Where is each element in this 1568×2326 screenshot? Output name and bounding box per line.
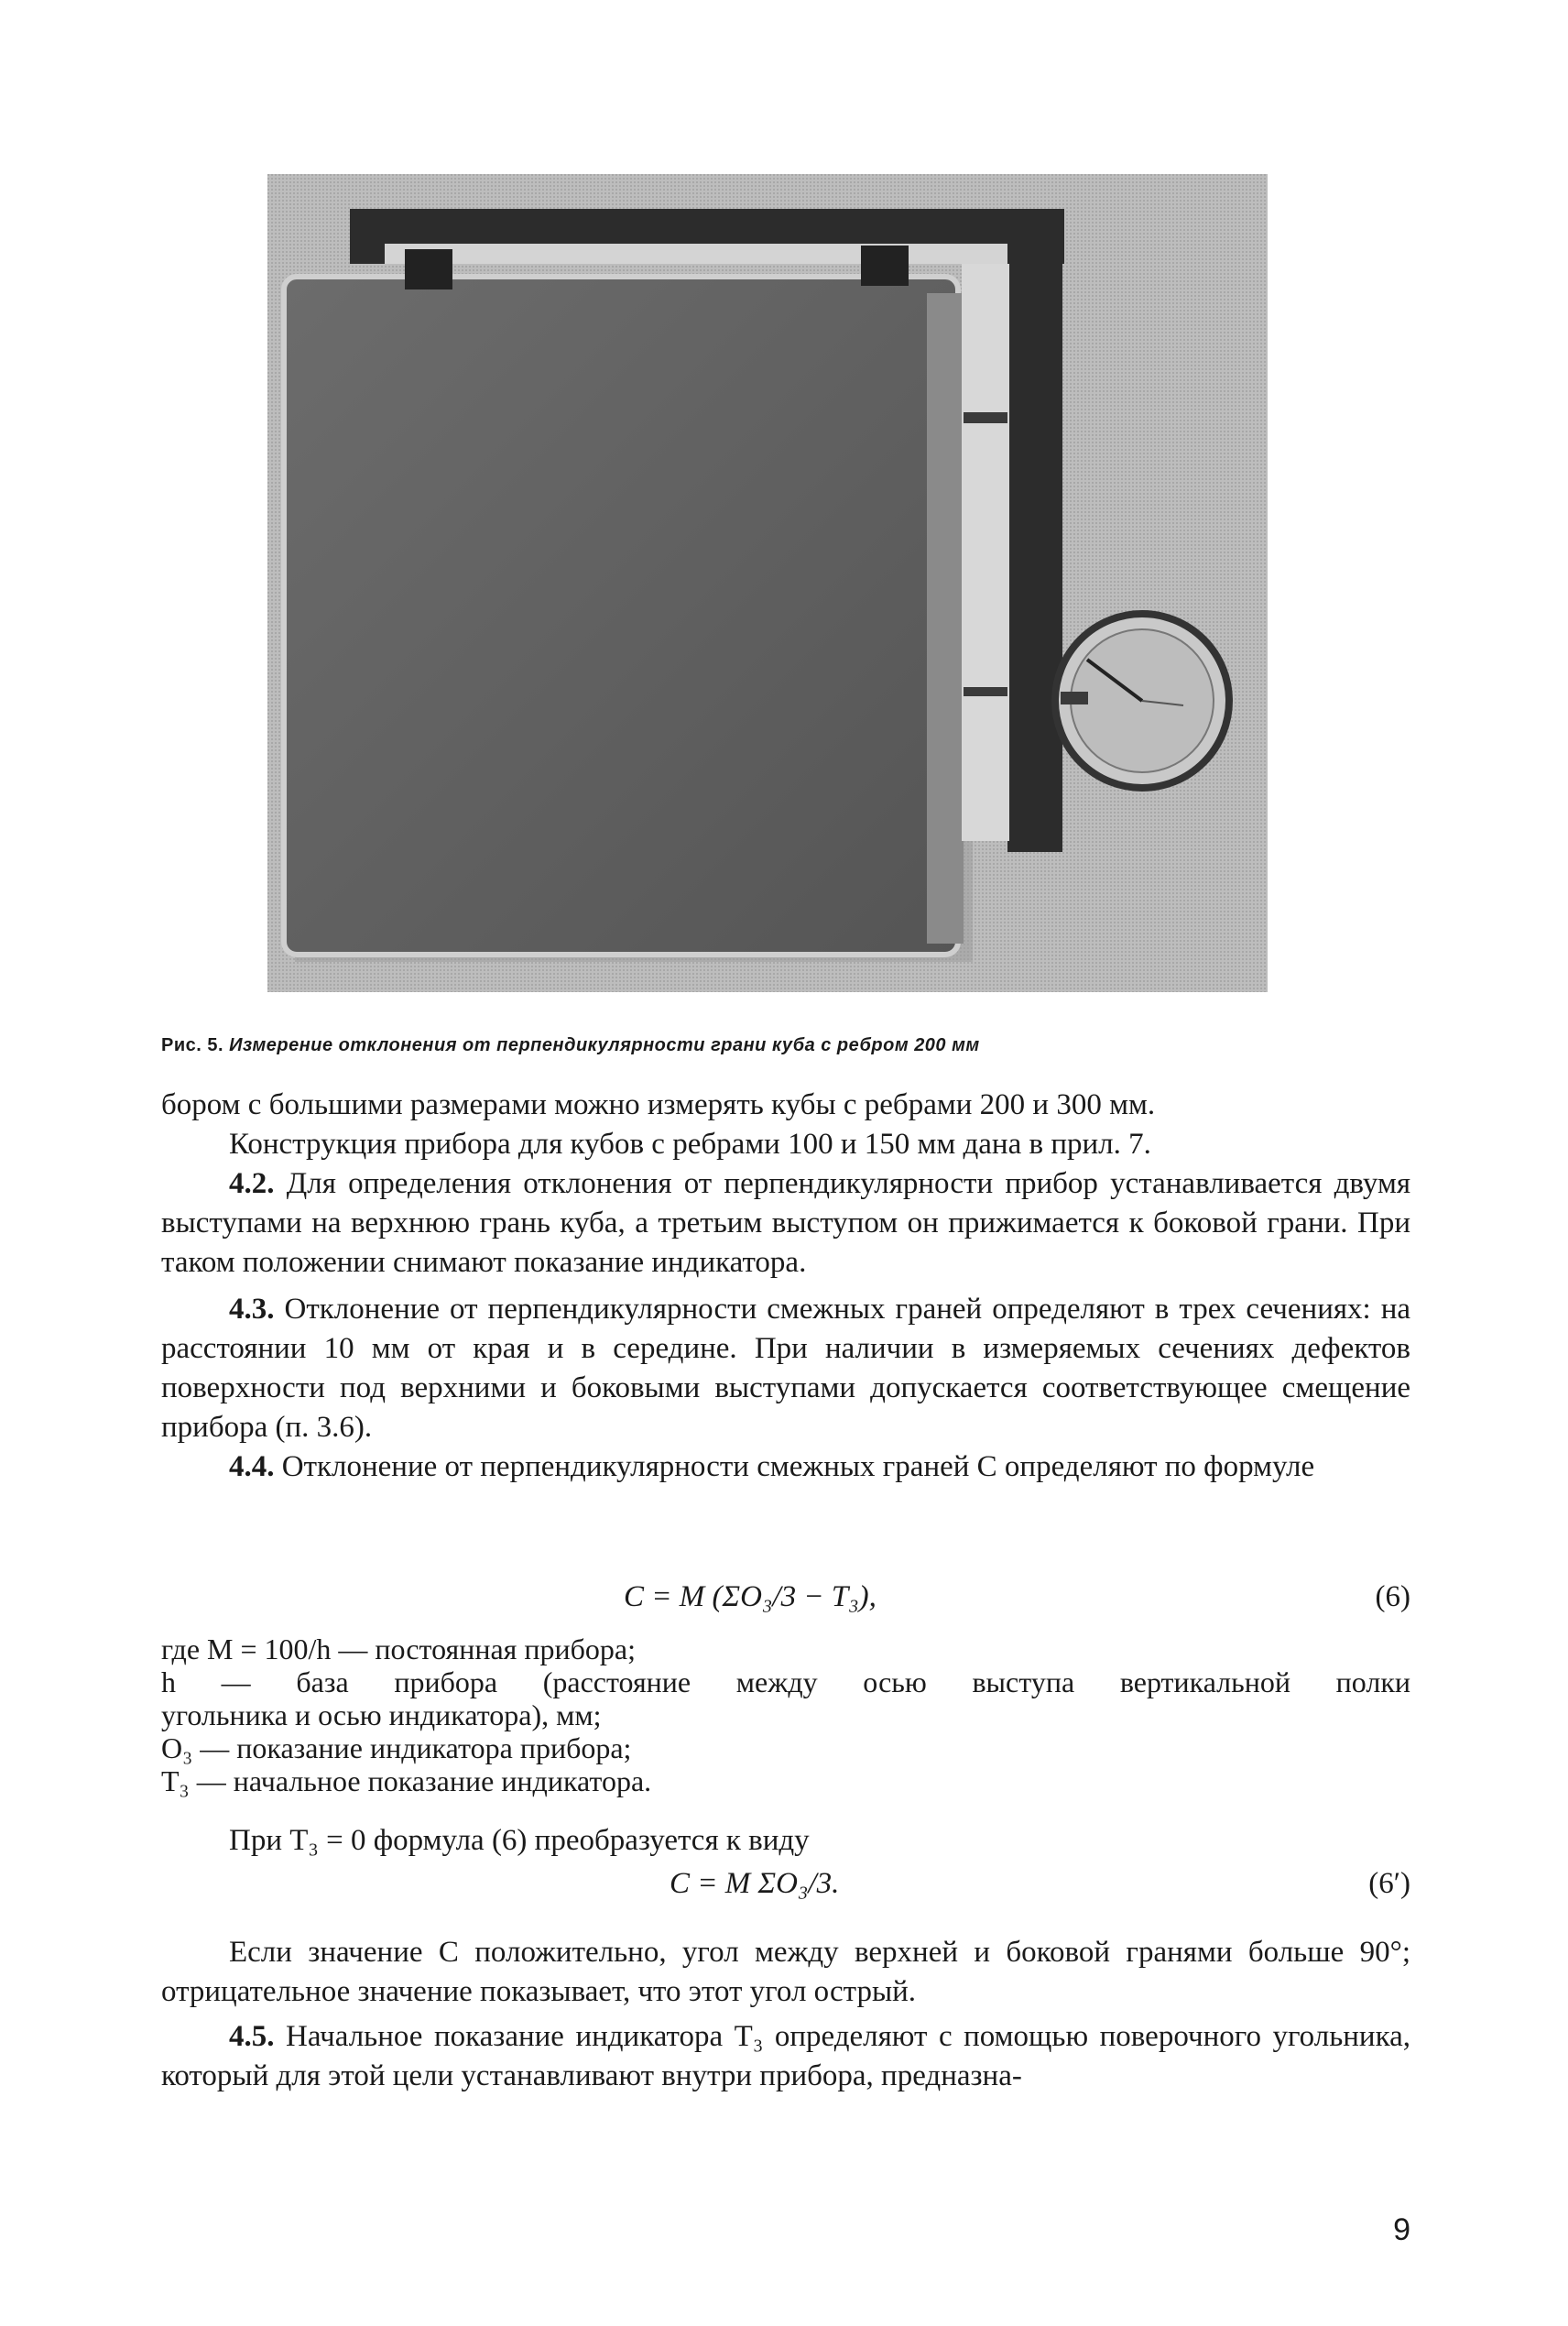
formula-definitions [161, 1633, 1410, 1797]
top-support-left [405, 249, 452, 289]
section-number: 4.5. [229, 2020, 275, 2053]
figure-photo [267, 174, 1268, 992]
body-text-block [161, 1086, 1410, 1487]
square-tool-vertical-arm [1007, 209, 1062, 852]
section-number: 4.4. [229, 1450, 275, 1483]
paragraph-sign-interpretation: Если значение C положительно, угол между верхней и боковой гранями больше 90°; отрицательное значение показывает, что этот угол острый. [161, 1936, 1410, 2008]
section-text: Отклонение от перпендикулярности смежных граней определяют в трех сечениях: на расстоянии 10 мм от края и в середине. При наличии в измеряемых сечениях дефектов поверхности под верхними и боковыми выступами допускается соответствующее смещение прибора (п. 3.6). [161, 1293, 1411, 1444]
section-text: Отклонение от перпендикулярности смежных граней C определяют по формуле [281, 1450, 1315, 1483]
figure-caption [161, 1035, 1443, 1056]
definition-h-line2: угольника и осью индикатора), мм; [161, 1698, 602, 1731]
section-4-3 [161, 1290, 1410, 1447]
section-4-5 [161, 2017, 1410, 2096]
formula-6-row [161, 1580, 1410, 1621]
transform-sentence: При T₃ = 0 формула (6) преобразуется к виду [229, 1824, 810, 1857]
figure-caption-text: Измерение отклонения от перпендикулярности грани куба с ребром 200 мм [229, 1035, 980, 1055]
paragraph-appendix-ref: Конструкция прибора для кубов с ребрами 100 и 150 мм дана в прил. 7. [229, 1128, 1151, 1161]
section-text: Для определения отклонения от перпендикулярности прибор устанавливается двумя выступами на верхнюю грань куба, а третьим выступом он прижимается к боковой грани. При таком положении снимают показание индикатора. [161, 1167, 1411, 1279]
formula-6prime-row [161, 1867, 1410, 1907]
top-support-right [861, 246, 909, 286]
paragraph-continuation: бором с большими размерами можно измерять кубы с ребрами 200 и 300 мм. [161, 1088, 1156, 1121]
section-4-4 [161, 1447, 1410, 1487]
section-4-2 [161, 1164, 1410, 1283]
page-number: 9 [1393, 2212, 1410, 2247]
formula-6prime: C = M ΣO₃/3. [670, 1867, 840, 1900]
tail-text-block [161, 1933, 1410, 2096]
concrete-cube [284, 277, 958, 955]
formula-6prime-number: (6′) [1368, 1867, 1410, 1900]
definition-m: где M = 100/h — постоянная прибора; [161, 1633, 636, 1665]
section-number: 4.2. [229, 1167, 275, 1200]
transform-sentence-block [161, 1821, 1410, 1861]
section-number: 4.3. [229, 1293, 275, 1326]
formula-6: C = M (ΣO₃/3 − T₃), [624, 1580, 877, 1613]
formula-6-number: (6) [1375, 1580, 1410, 1613]
definition-t3: T₃ — начальное показание индикатора. [161, 1764, 652, 1797]
definition-o3: O₃ — показание индикатора прибора; [161, 1731, 632, 1764]
figure-caption-number: Рис. 5. [161, 1035, 224, 1055]
section-text: Начальное показание индикатора T₃ определяют с помощью поверочного угольника, который для этой цели устанавливают внутри прибора, предназна- [161, 2020, 1411, 2092]
definition-h-line1: h — база прибора (расстояние между осью выступа вертикальной полки [161, 1665, 1410, 1698]
